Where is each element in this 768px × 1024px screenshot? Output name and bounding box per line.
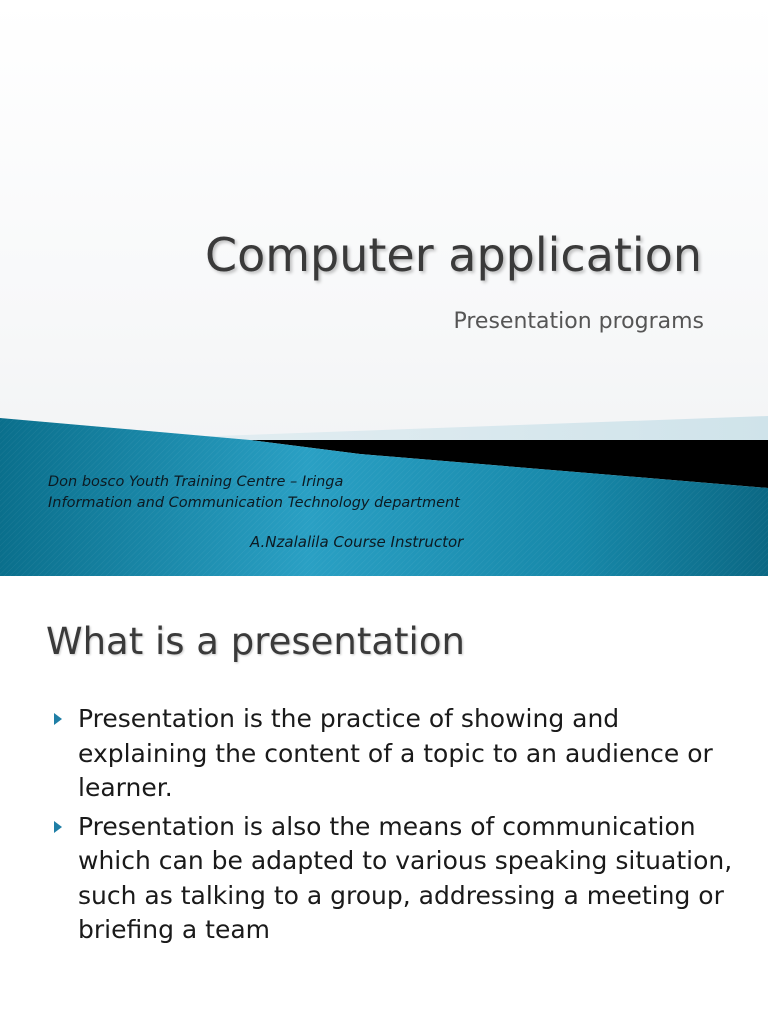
organization-info [48, 472, 460, 514]
triangle-bullet-icon [54, 821, 62, 833]
bullet-list [52, 702, 752, 952]
bullet-text: Presentation is the practice of showing and explaining the content of a topic to an audience or learner. [78, 704, 713, 802]
instructor-name: A.Nzalalila Course Instructor [250, 533, 464, 551]
bullet-text: Presentation is also the means of communication which can be adapted to various speaking situation, such as talking to a group, addressing a meeting or briefing a team [78, 811, 733, 944]
bullet-item [52, 702, 752, 806]
band-light-strip [160, 416, 768, 440]
triangle-bullet-icon [54, 713, 62, 725]
organization-line-2: Information and Communication Technology department [48, 495, 460, 511]
slide-title: Computer application [204, 228, 702, 282]
organization-line-1: Don bosco Youth Training Centre – Iringa [48, 474, 344, 490]
slide-heading: What is a presentation [46, 620, 465, 663]
slide-subtitle: Presentation programs [453, 309, 704, 334]
content-slide [0, 576, 768, 1024]
bullet-item [52, 810, 752, 948]
